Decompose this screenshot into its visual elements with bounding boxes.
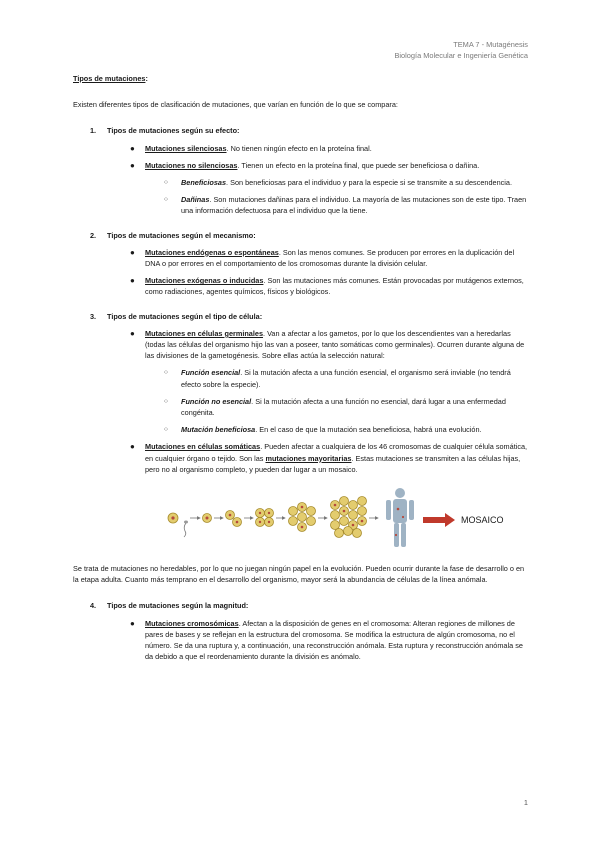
bullet-dot-icon: ●: [130, 143, 135, 153]
bullet-dot-icon: ●: [130, 618, 135, 628]
bullet-no-silenciosas: ● Mutaciones no silenciosas. Tienen un efecto en la proteína final, que puede ser beneficiosa o dañina.: [130, 160, 480, 170]
bullet-endogenas: ● Mutaciones endógenas o espontáneas. Son las menos comunes. Se producen por errores en la duplicación del DNA o por errores en el comportamiento de los cromosomas durante la división celular.: [130, 247, 515, 269]
mosaic-diagram: [73, 483, 528, 553]
red-arrow-icon: [423, 513, 455, 527]
zygote-icon: [203, 514, 212, 523]
two-cell-icon: [226, 511, 242, 527]
bullet-silenciosas: ● Mutaciones silenciosas. No tienen ningún efecto en la proteína final.: [130, 143, 372, 153]
section-heading: Tipos de mutaciones:: [73, 74, 148, 83]
intro-paragraph: Existen diferentes tipos de clasificación de mutaciones, que varían en función de lo que se compara:: [73, 100, 398, 110]
four-cell-icon: [256, 509, 274, 527]
embryo-cells-icon: [331, 497, 367, 538]
page-header: [394, 39, 528, 61]
morula-icon: [289, 503, 316, 532]
header-course: Biología Molecular e Ingeniería Genética: [394, 51, 528, 60]
bullet-circle-icon: ○: [164, 179, 168, 187]
bullet-dot-icon: ●: [130, 276, 135, 286]
subbullet-funcion-no-esencial: ○ Función no esencial. Si la mutación afecta a una función no esencial, dará lugar a una enfermedad congénita.: [164, 396, 506, 418]
bullet-circle-icon: ○: [164, 369, 168, 377]
human-body-icon: [386, 488, 414, 547]
bullet-circle-icon: ○: [164, 426, 168, 434]
heading-text: Tipos de mutaciones: [73, 74, 146, 83]
content: [73, 73, 528, 676]
section-title: 4. Tipos de mutaciones según la magnitud:: [90, 601, 249, 611]
subbullet-mutacion-beneficiosa: ○ Mutación beneficiosa. En el caso de que la mutación sea beneficiosa, habrá una evolución.: [164, 425, 482, 435]
bullet-dot-icon: ●: [130, 442, 135, 452]
section-efecto: [73, 125, 528, 216]
section-tipo-celula: [73, 311, 528, 586]
bullet-dot-icon: ●: [130, 247, 135, 257]
section-magnitud: [73, 600, 528, 662]
bullet-dot-icon: ●: [130, 328, 135, 338]
subbullet-beneficiosas: ○ Beneficiosas. Son beneficiosas para el individuo y para la especie si se transmite a su descendencia.: [164, 178, 512, 188]
section-title: 1. Tipos de mutaciones según su efecto:: [90, 126, 240, 136]
subbullet-daninas: ○ Dañinas. Son mutaciones dañinas para el individuo. La mayoría de las mutaciones son de este tipo. Traen una información defectuosa para el individuo que la tiene.: [164, 195, 527, 216]
gametes-icon: [168, 513, 188, 537]
somatic-note-paragraph: Se trata de mutaciones no heredables, por lo que no juegan ningún papel en la evolución. Pueden ocurrir durante la fase de desarrollo o en la etapa adulta. Cuanto más temprano en el desarrollo del organismo, mayor será la abundancia de células de la línea anómala.: [73, 564, 525, 585]
bullet-germinales: ● Mutaciones en células germinales. Van a afectar a los gametos, por lo que los descendientes van a heredarlas (todas las células del organismo hijo las van a poseer, tanto somáticas como germinales). Ocurren durante alguna de las divisiones de la gametogénesis. Sobre ellas actúa la selección natural:: [130, 328, 525, 361]
mosaic-label: MOSAICO: [461, 515, 504, 526]
bullet-cromosomicas: ● Mutaciones cromosómicas. Afectan a la disposición de genes en el cromosoma: Alteran regiones de millones de pares de bases y se reflejan en la estructura del cromosoma. Se modifica la estructura de algún cromosoma, no el número. Se da una ruptura y, a continuación, una reconstrucción anómala. Esta ruptura y reconstrucción anómala se da debido a que el reordenamiento durante la división es anómalo.: [130, 618, 523, 662]
mosaic-figure: [73, 483, 528, 553]
bullet-dot-icon: ●: [130, 160, 135, 170]
bullet-somaticas: ● Mutaciones en células somáticas. Pueden afectar a cualquiera de los 46 cromosomas de cualquier célula somática, en cualquier órgano o tejido. Son las mutaciones mayoritarias. Estas mutaciones se transmiten a las células hijas, pero no al organismo completo, y pueden dar lugar a un mosaico.: [130, 442, 528, 474]
section-title: 3. Tipos de mutaciones según el tipo de célula:: [90, 311, 263, 321]
bullet-circle-icon: ○: [164, 196, 168, 204]
header-topic: TEMA 7 - Mutagénesis: [453, 40, 528, 49]
section-mecanismo: [73, 230, 528, 298]
page-number: 1: [523, 798, 528, 807]
subbullet-funcion-esencial: ○ Función esencial. Si la mutación afecta a una función esencial, el organismo será inviable (no tendrá efecto sobre la especie).: [164, 368, 511, 389]
bullet-circle-icon: ○: [164, 397, 168, 405]
bullet-exogenas: ● Mutaciones exógenas o inducidas. Son las mutaciones más comunes. Están provocadas por mutágenos externos, como radiaciones, agentes químicos, físicos y biológicos.: [130, 276, 524, 297]
section-title: 2. Tipos de mutaciones según el mecanismo:: [90, 230, 256, 240]
